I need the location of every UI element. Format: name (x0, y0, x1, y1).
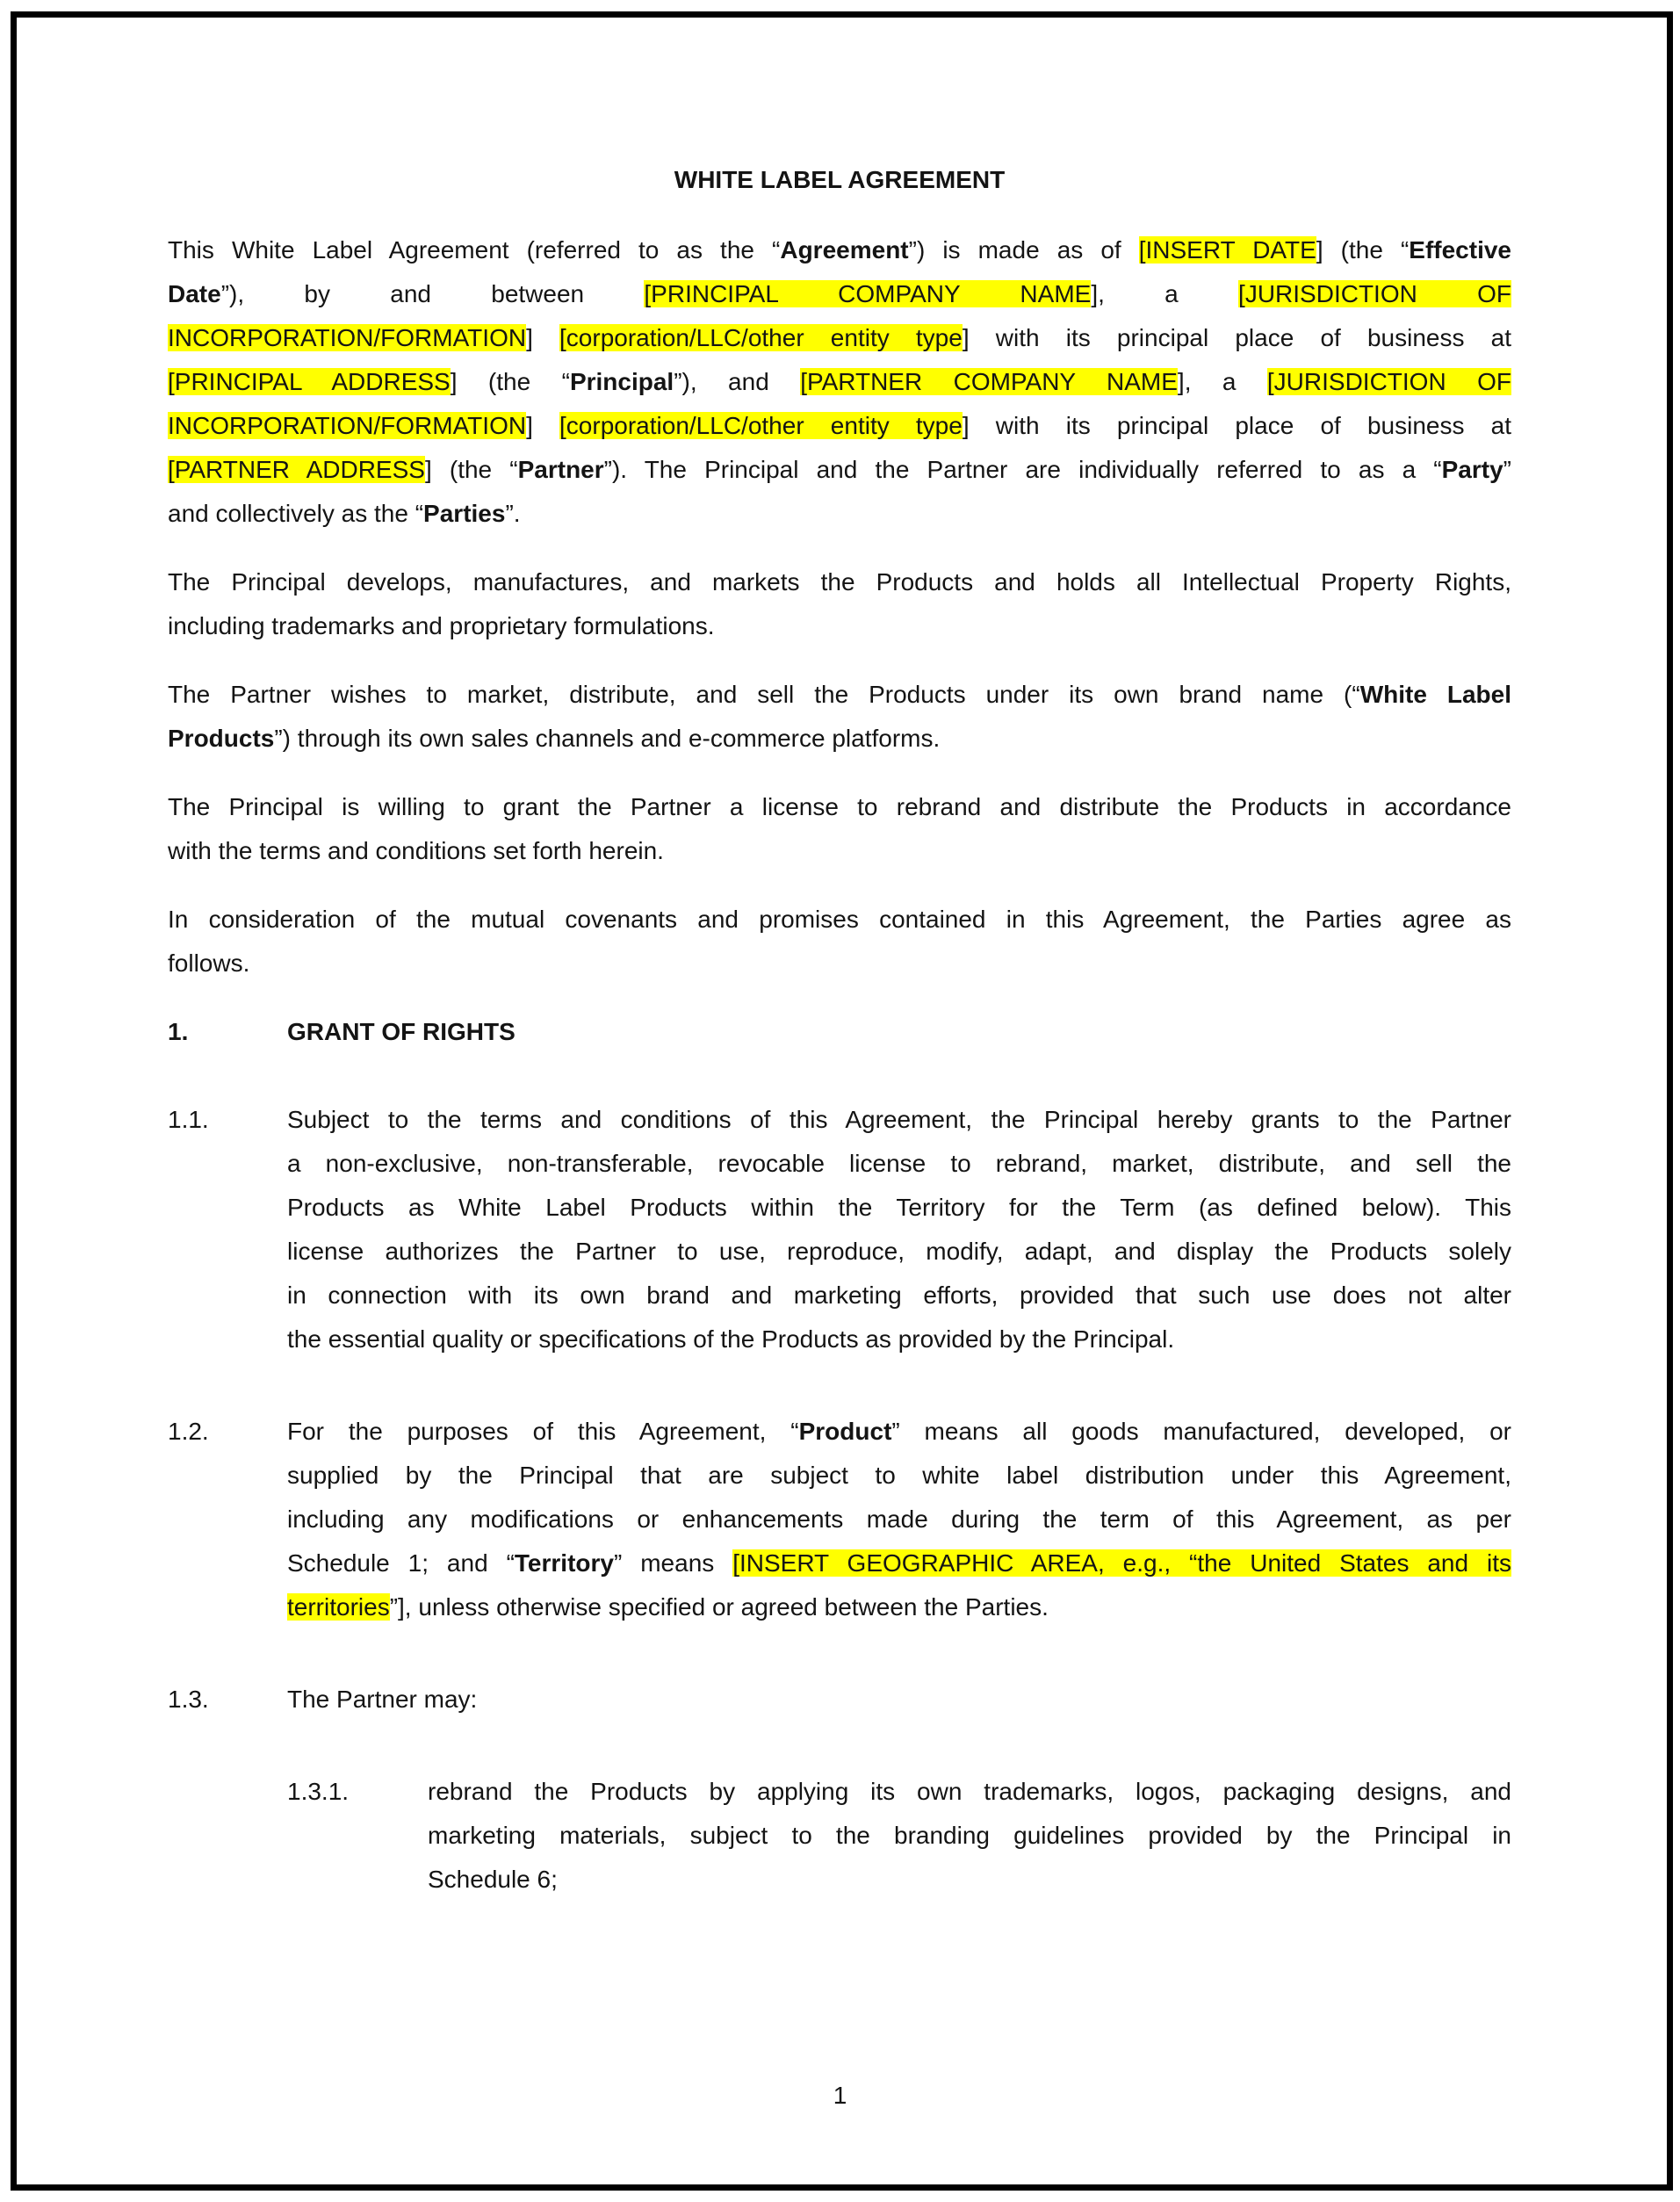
text-segment: the essential quality or specifications of the Products as provided by the Principal. (287, 1325, 1175, 1353)
text-line (168, 272, 1511, 316)
text-line (168, 942, 1511, 985)
text-segment: For the purposes of this Agreement, “ (287, 1418, 799, 1445)
text-line (168, 360, 1511, 404)
text-line (168, 717, 1511, 761)
text-segment: ” means all goods manufactured, developed, or (891, 1418, 1511, 1445)
highlighted-placeholder: [INSERT GEOGRAPHIC AREA, e.g., “the United States and its (732, 1549, 1511, 1577)
text-segment: The Partner wishes to market, distribute, and sell the Products under its own brand name (“ (168, 681, 1360, 708)
text-segment: Products as White Label Products within the Territory for the Term (as defined below). This (287, 1194, 1511, 1221)
text-line (287, 1585, 1511, 1629)
text-line (168, 829, 1511, 873)
clause-number: 1.2. (168, 1418, 209, 1445)
text-segment: ], a (1091, 280, 1239, 307)
text-segment: The Principal develops, manufactures, and markets the Products and holds all Intellectual Property Rights, (168, 568, 1511, 596)
text-segment: ” means (613, 1549, 733, 1577)
highlighted-placeholder: [PRINCIPAL COMPANY NAME (644, 280, 1092, 307)
text-line (287, 1410, 1511, 1454)
text-line (287, 1454, 1511, 1498)
clause-number: 1.3. (168, 1686, 209, 1713)
text-segment: ”], unless otherwise specified or agreed between the Parties. (389, 1593, 1049, 1621)
text-segment: Agreement (780, 236, 909, 264)
text-segment: Date (168, 280, 221, 307)
recital-license (168, 785, 1511, 873)
highlighted-placeholder: [PARTNER COMPANY NAME (800, 368, 1178, 395)
document-body (168, 228, 1511, 1902)
document-content (168, 158, 1511, 1950)
text-segment: rebrand the Products by applying its own trademarks, logos, packaging designs, and (428, 1778, 1511, 1805)
text-segment: license authorizes the Partner to use, reproduce, modify, adapt, and display the Products solely (287, 1238, 1511, 1265)
text-segment: ] (526, 324, 560, 351)
text-segment: ] (the “ (1316, 236, 1410, 264)
recital-principal (168, 560, 1511, 648)
clause-1-3-1 (168, 1770, 1511, 1902)
text-line (428, 1858, 1511, 1902)
text-segment: in connection with its own brand and marketing efforts, provided that such use does not alter (287, 1281, 1511, 1309)
text-segment: Party (1441, 456, 1503, 483)
text-line (287, 1274, 1511, 1318)
text-segment: Products (168, 725, 275, 752)
page-number: 1 (833, 2082, 847, 2109)
text-line (287, 1186, 1511, 1230)
text-segment: Effective (1409, 236, 1511, 264)
text-segment: ”), and (674, 368, 801, 395)
text-segment: including trademarks and proprietary formulations. (168, 612, 715, 639)
text-segment: Principal (569, 368, 674, 395)
clause-1-3 (168, 1678, 1511, 1722)
text-segment: This White Label Agreement (referred to as the “ (168, 236, 781, 264)
section-1-heading (168, 1010, 1511, 1054)
text-line (287, 1230, 1511, 1274)
text-segment: The Partner may: (287, 1686, 478, 1713)
clause-1-1 (168, 1098, 1511, 1361)
text-segment: White Label (1359, 681, 1511, 708)
text-segment: ], a (1177, 368, 1267, 395)
text-line (168, 898, 1511, 942)
text-segment: ] (the “ (450, 368, 570, 395)
text-segment: ”) is made as of (908, 236, 1139, 264)
text-line (287, 1010, 1511, 1054)
text-segment: marketing materials, subject to the branding guidelines provided by the Principal in (428, 1822, 1511, 1849)
recital-partner (168, 673, 1511, 761)
text-line (168, 560, 1511, 604)
text-line (287, 1498, 1511, 1541)
text-segment: Parties (423, 500, 506, 527)
text-segment: ” (1503, 456, 1511, 483)
consideration-paragraph (168, 898, 1511, 985)
text-segment: supplied by the Principal that are subject to white label distribution under this Agreement, (287, 1462, 1511, 1489)
text-segment: ] with its principal place of business at (962, 412, 1512, 439)
text-segment: ] (526, 412, 560, 439)
highlighted-placeholder: [JURISDICTION OF (1238, 280, 1511, 307)
document-title: WHITE LABEL AGREEMENT (674, 166, 1006, 193)
text-segment: Schedule 6; (428, 1866, 558, 1893)
clause-number: 1. (168, 1018, 189, 1045)
clause-1-2 (168, 1410, 1511, 1629)
text-segment: ”). The Principal and the Partner are individually referred to as a “ (603, 456, 1442, 483)
text-segment: Schedule 1; and “ (287, 1549, 515, 1577)
text-segment: Product (798, 1418, 892, 1445)
text-line (168, 228, 1511, 272)
text-line (168, 404, 1511, 448)
text-line (168, 604, 1511, 648)
preamble-paragraph (168, 228, 1511, 536)
text-segment: ”. (505, 500, 521, 527)
text-segment: ”) through its own sales channels and e-commerce platforms. (274, 725, 941, 752)
text-segment: Subject to the terms and conditions of this Agreement, the Principal hereby grants to the Partner (287, 1106, 1511, 1133)
highlighted-placeholder: [corporation/LLC/other entity type (559, 324, 963, 351)
text-segment: including any modifications or enhancements made during the term of this Agreement, as per (287, 1505, 1511, 1533)
text-segment: The Principal is willing to grant the Partner a license to rebrand and distribute the Products in accordance (168, 793, 1511, 820)
text-segment: GRANT OF RIGHTS (287, 1018, 516, 1045)
text-segment: Territory (514, 1549, 614, 1577)
text-line (168, 316, 1511, 360)
highlighted-placeholder: INCORPORATION/FORMATION (168, 412, 527, 439)
text-segment: and collectively as the “ (168, 500, 424, 527)
highlighted-placeholder: [PRINCIPAL ADDRESS (168, 368, 451, 395)
highlighted-placeholder: INCORPORATION/FORMATION (168, 324, 527, 351)
text-line (428, 1814, 1511, 1858)
text-line (287, 1678, 1511, 1722)
text-line (287, 1318, 1511, 1361)
text-line (168, 448, 1511, 492)
text-segment: with the terms and conditions set forth herein. (168, 837, 664, 864)
clause-number: 1.1. (168, 1106, 209, 1133)
text-segment: In consideration of the mutual covenants and promises contained in this Agreement, the Parties agree as (168, 906, 1511, 933)
text-line (168, 492, 1511, 536)
text-segment: ] (the “ (424, 456, 518, 483)
clause-number: 1.3.1. (287, 1778, 350, 1805)
highlighted-placeholder: [INSERT DATE (1138, 236, 1316, 264)
highlighted-placeholder: territories (287, 1593, 390, 1621)
highlighted-placeholder: [JURISDICTION OF (1266, 368, 1511, 395)
text-line (428, 1770, 1511, 1814)
text-segment: a non-exclusive, non-transferable, revocable license to rebrand, market, distribute, and sell the (287, 1150, 1511, 1177)
text-segment: follows. (168, 949, 250, 977)
text-line (168, 785, 1511, 829)
text-segment: ] with its principal place of business at (962, 324, 1512, 351)
text-line (287, 1142, 1511, 1186)
highlighted-placeholder: [corporation/LLC/other entity type (559, 412, 963, 439)
text-line (287, 1098, 1511, 1142)
text-line (168, 673, 1511, 717)
highlighted-placeholder: [PARTNER ADDRESS (168, 456, 425, 483)
text-line (287, 1541, 1511, 1585)
text-segment: ”), by and between (220, 280, 645, 307)
text-segment: Partner (517, 456, 604, 483)
